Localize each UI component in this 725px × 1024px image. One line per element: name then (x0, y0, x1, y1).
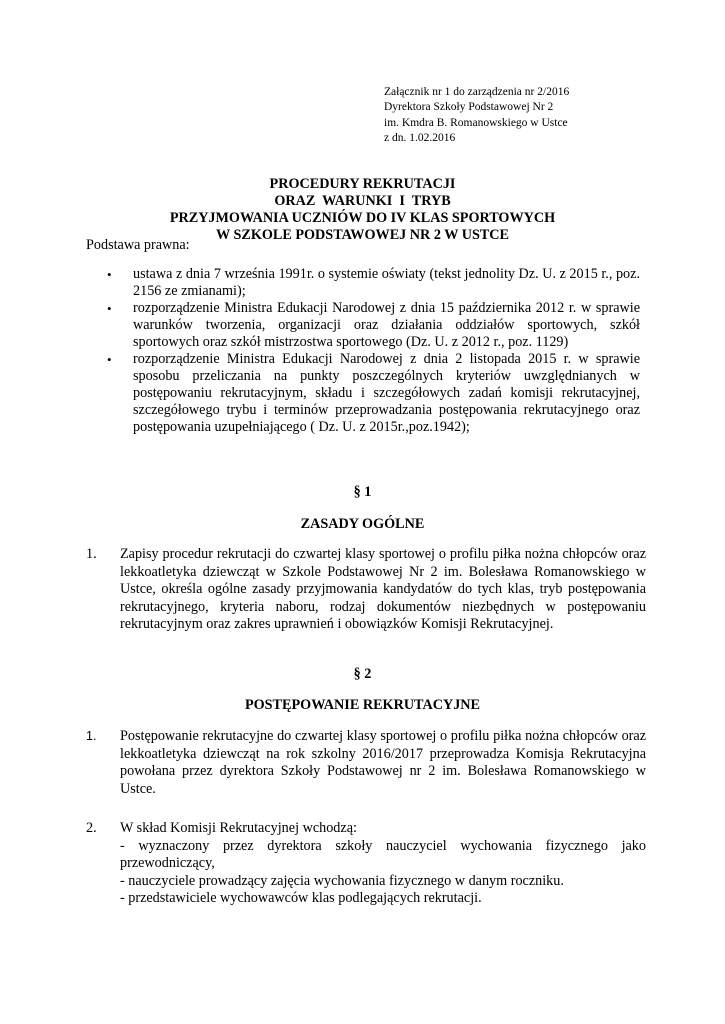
paragraph-number: 1. (86, 546, 97, 562)
legal-basis-label: Podstawa prawna: (86, 237, 190, 253)
bullet-icon: • (107, 267, 112, 282)
section-2-sign: § 2 (353, 666, 372, 682)
list-item (0, 351, 725, 436)
title-line: PRZYJMOWANIA UCZNIÓW DO IV KLAS SPORTOWYCH (169, 210, 556, 226)
bullet-icon: • (107, 352, 112, 367)
committee-intro: W skład Komisji Rekrutacyjnej wchodzą: (120, 820, 357, 836)
section-2-paragraph-1 (86, 728, 646, 798)
annex-line: z dn. 1.02.2016 (384, 132, 456, 145)
bullet-icon: • (107, 301, 112, 316)
legal-basis-text: rozporządzenie Ministra Edukacji Narodowej z dnia 15 października 2012 r. w sprawie warunków tworzenia, organizacji oraz działania oddziałów sportowych, szkół sportowych oraz szkół mistrzostwa sportowego (Dz. U. z 2012 r., poz. 1129) (133, 300, 640, 350)
legal-basis-text: ustawa z dnia 7 września 1991r. o systemie oświaty (tekst jednolity Dz. U. z 2015 r., poz. 2156 ze zmianami); (133, 266, 640, 299)
paragraph-text: Zapisy procedur rekrutacji do czwartej klasy sportowej o profilu piłka nożna chłopców oraz lekkoatletyka dziewcząt w Szkole Podstawowej Nr 2 im. Bolesława Romanowskiego w Ustce, określa ogólne zasady przyjmowania kandydatów do tych klas, tryb postępowania rekrutacyjnego, kryteria naboru, rodzaj dokumentów niezbędnych w postępowaniu rekrutacyjnym oraz zakres uprawnień i obowiązków Komisji Rekrutacyjnej. (120, 546, 646, 633)
committee-member: - wyznaczony przez dyrektora szkoły nauczyciel wychowania fizycznego jako przewodniczący, (120, 837, 646, 872)
annex-line: Załącznik nr 1 do zarządzenia nr 2/2016 (384, 86, 570, 98)
section-2-title: POSTĘPOWANIE REKRUTACYJNE (244, 697, 481, 713)
committee-member: - przedstawiciele wychowawców klas podlegających rekrutacji. (120, 890, 482, 907)
section-1-sign: § 1 (353, 484, 372, 500)
paragraph-text (120, 820, 646, 908)
title-line: ORAZ WARUNKI I TRYB (274, 193, 451, 209)
list-item (0, 266, 725, 300)
section-1-paragraph-1 (86, 546, 646, 634)
legal-basis-text: rozporządzenie Ministra Edukacji Narodowej z dnia 2 listopada 2015 r. w sprawie sposobu przeliczania na punkty poszczególnych kryteriów uwzględnianych w postępowaniu rekrutacyjnym, składu i szczegółowych zadań komisji rekrutacyjnej, szczegółowego trybu i terminów przeprowadzania postępowania rekrutacyjnego oraz postępowania uzupełniającego ( Dz. U. z 2015r.,poz.1942); (133, 351, 640, 435)
annex-header (384, 85, 569, 147)
legal-basis-list (0, 266, 725, 436)
document-title (0, 176, 725, 244)
committee-member: - nauczyciele prowadzący zajęcia wychowania fizycznego w danym roczniku. (120, 872, 564, 889)
paragraph-number: 1. (86, 729, 97, 743)
annex-line: im. Kmdra B. Romanowskiego w Ustce (384, 116, 568, 129)
title-line: W SZKOLE PODSTAWOWEJ NR 2 W USTCE (215, 227, 510, 243)
title-line: PROCEDURY REKRUTACJI (269, 176, 456, 192)
paragraph-number: 2. (86, 820, 97, 836)
section-1-title: ZASADY OGÓLNE (300, 516, 425, 532)
list-item (0, 300, 725, 351)
paragraph-text: Postępowanie rekrutacyjne do czwartej klasy sportowej o profilu piłka nożna chłopców oraz lekkoatletyka dziewcząt na rok szkolny 2016/2017 przeprowadza Komisja Rekrutacyjna powołana przez dyrektora Szkoły Podstawowej nr 2 im. Bolesława Romanowskiego w Ustce. (120, 728, 646, 797)
annex-line: Dyrektora Szkoły Podstawowej Nr 2 (384, 101, 554, 114)
section-2-paragraph-2 (86, 820, 646, 908)
